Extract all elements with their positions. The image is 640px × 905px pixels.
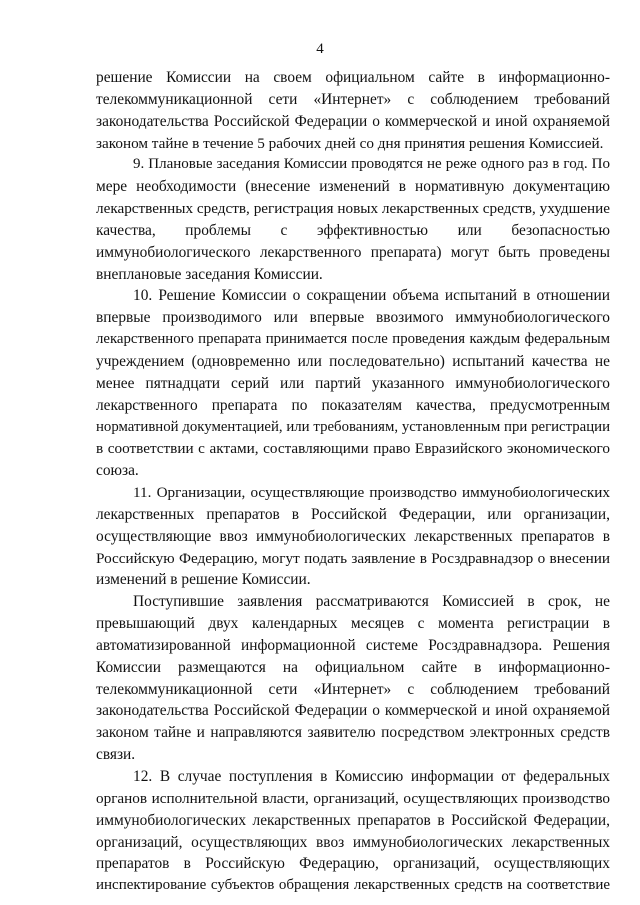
text-line: менее пятнадцати серий или партий указанного иммунобиологического xyxy=(96,374,610,392)
text-line: автоматизированной информационной системе Росздравнадзора. Решения xyxy=(96,636,610,654)
text-line: Российскую Федерацию, могут подать заявление в Росздравнадзор о внесении xyxy=(96,549,610,567)
text-line: в соответствии с актами, составляющими право Евразийского экономического xyxy=(96,440,610,458)
text-line: Поступившие заявления рассматриваются Комиссией в срок, не xyxy=(133,593,610,611)
text-line: 11. Организации, осуществляющие производство иммунобиологических xyxy=(133,484,610,502)
text-line: изменений в решение Комиссии. xyxy=(96,571,311,589)
text-line: учреждением (одновременно или последовательно) испытаний качества не xyxy=(96,352,610,370)
text-line: впервые производимого или впервые ввозимого иммунобиологического xyxy=(96,309,610,327)
paragraph xyxy=(96,766,610,897)
text-line: иммунобиологических лекарственных препаратов в Российской Федерации, xyxy=(96,811,610,829)
text-line: 10. Решение Комиссии о сокращении объема испытаний в отношении xyxy=(133,287,610,305)
text-line: 9. Плановые заседания Комиссии проводятся не реже одного раз в год. По xyxy=(133,156,610,173)
text-line: законодательства Российской Федерации о коммерческой и иной охраняемой xyxy=(96,702,610,720)
text-line: качества, проблемы с эффективностью или безопасностью xyxy=(96,221,610,239)
text-line: законом тайне в течение 5 рабочих дней со дня принятия решения Комиссией. xyxy=(96,134,604,152)
text-line: мере необходимости (внесение изменений в нормативную документацию xyxy=(96,178,610,196)
paragraph xyxy=(96,482,610,591)
text-line: препаратов в Российскую Федерацию, организаций, осуществляющих xyxy=(96,855,610,873)
paragraph xyxy=(96,67,610,154)
text-line: инспектирование субъектов обращения лекарственных средств на соответствие xyxy=(96,877,610,894)
text-line: лекарственного препарата принимается после проведения каждым федеральным xyxy=(96,331,610,348)
text-line: нормативной документацией, или требованиям, установленным при регистрации xyxy=(96,418,610,435)
text-line: превышающий двух календарных месяцев с момента регистрации в xyxy=(96,615,610,633)
text-line: лекарственных препаратов в Российской Федерации, или организации, xyxy=(96,505,610,523)
paragraph xyxy=(96,154,610,285)
paragraph xyxy=(96,591,610,766)
text-line: Комиссии размещаются на официальном сайте в информационно- xyxy=(96,658,610,676)
text-line: организаций, осуществляющих ввоз иммунобиологических лекарственных xyxy=(96,833,610,851)
text-line: иммунобиологического лекарственного препарата) могут быть проведены xyxy=(96,243,610,261)
page-number: 4 xyxy=(316,41,324,57)
document-body xyxy=(96,67,610,897)
text-line: лекарственных средств, регистрация новых лекарственных средств, ухудшение xyxy=(96,200,610,218)
text-line: органов исполнительной власти, организаций, осуществляющих производство xyxy=(96,789,610,807)
paragraph xyxy=(96,285,610,482)
text-line: осуществляющие ввоз иммунобиологических лекарственных препаратов в xyxy=(96,527,610,545)
text-line: внеплановые заседания Комиссии. xyxy=(96,265,323,283)
text-line: законодательства Российской Федерации о коммерческой и иной охраняемой xyxy=(96,112,610,130)
text-line: 12. В случае поступления в Комиссию информации от федеральных xyxy=(133,768,610,785)
text-line: телекоммуникационной сети «Интернет» с соблюдением требований xyxy=(96,90,610,108)
text-line: телекоммуникационной сети «Интернет» с соблюдением требований xyxy=(96,680,610,698)
text-line: связи. xyxy=(96,746,136,764)
text-line: союза. xyxy=(96,462,139,480)
text-line: решение Комиссии на своем официальном сайте в информационно- xyxy=(96,69,610,86)
text-line: лекарственного препарата по показателям качества, предусмотренным xyxy=(96,396,610,414)
text-line: законом тайне и направляются заявителю посредством электронных средств xyxy=(96,724,610,742)
